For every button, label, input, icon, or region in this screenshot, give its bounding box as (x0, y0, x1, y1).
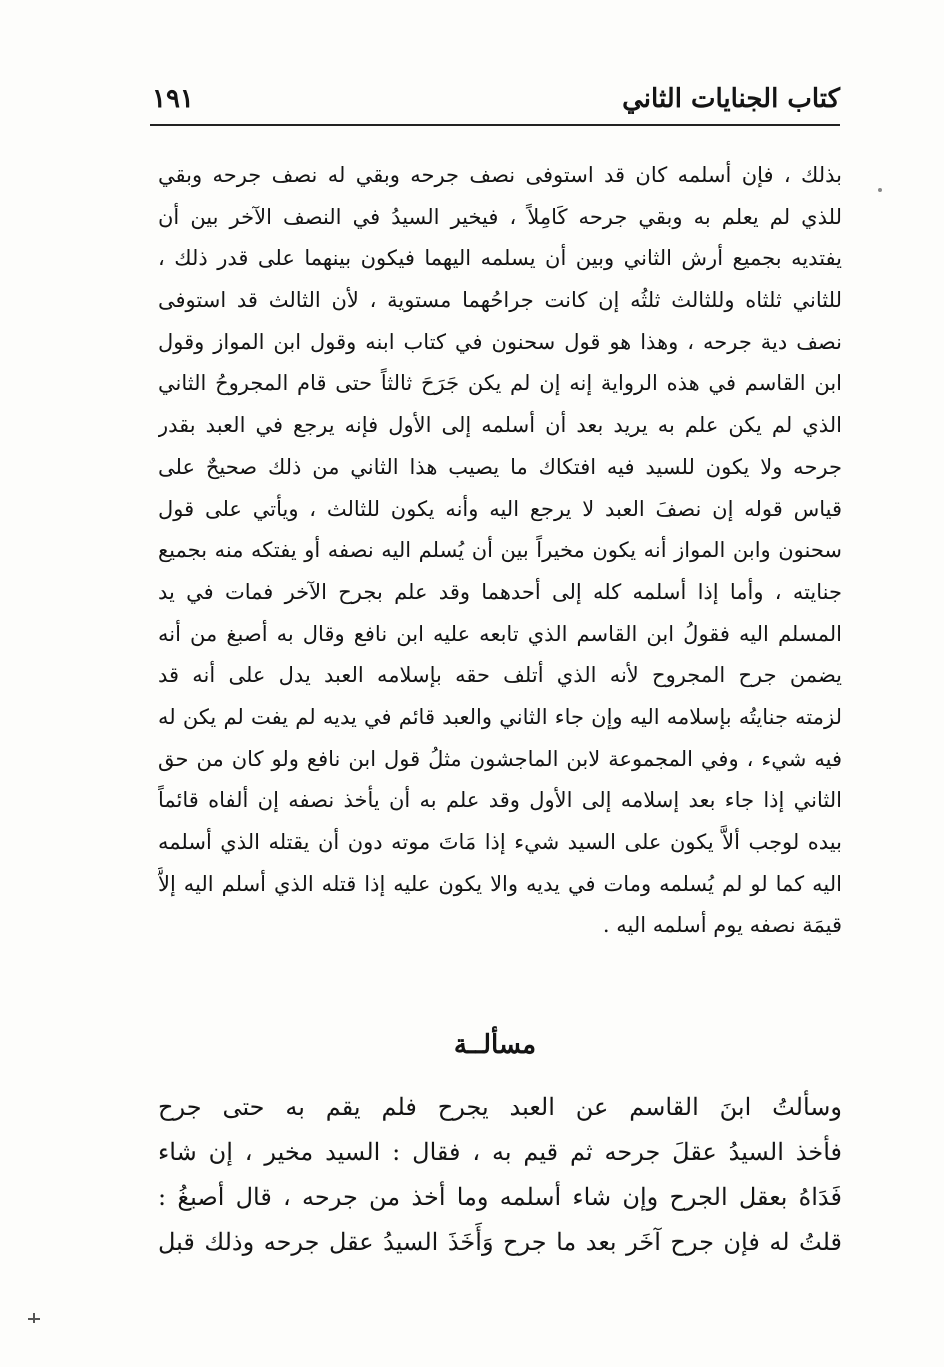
text-line: لزمته جنايتُه بإسلامه اليه وإن جاء الثاني والعبد قائم في يديه لم يفت لم يكن له (158, 704, 842, 729)
text-line: اليه كما لو لم يُسلمه ومات في يديه والا يكون عليه إذا قتله الذي أسلم اليه إلاَّ (158, 871, 842, 896)
main-paragraph (158, 155, 842, 947)
text-line: وسألتُ ابنَ القاسم عن العبد يجرح فلم يقم به حتى جرح (158, 1093, 842, 1121)
text-line: جرحه ولا يكون للسيد فيه افتكاك ما يصيب هذا الثاني من ذلك صحيحٌ على (158, 454, 842, 479)
text-line: المسلم اليه فقولُ ابن القاسم الذي تابعه عليه ابن نافع وقال به أصبغ من أنه (158, 621, 842, 646)
page-number: ١٩١ (152, 84, 194, 114)
section-heading: مسألــة (453, 1030, 537, 1060)
scan-mark (33, 1313, 35, 1323)
running-header (150, 80, 840, 122)
text-line: سحنون وابن المواز أنه يكون مخيراً بين أن يُسلم اليه نصفه أو يفتكه منه بجميع (158, 538, 842, 563)
text-line: يضمن جرح المجروح لأنه الذي أتلف حقه بإسلامه العبد يدل على أنه قد (158, 663, 842, 688)
text-line: فَدَاهُ بعقل الجرح وإن شاء أسلمه وما أخذ من جرحه ، قال أصبغُ : (158, 1183, 842, 1211)
text-line: للثاني ثلثاه وللثالث ثلثُه إن كانت جراحُهما مستوية ، لأن الثالث قد استوفى (158, 288, 842, 313)
second-paragraph (158, 1085, 842, 1265)
text-line: الثاني إذا جاء بعد إسلامه إلى الأول وقد علم به أن يأخذ نصفه إن ألفاه قائماً (158, 788, 842, 813)
chapter-title: كتاب الجنايات الثاني (622, 84, 840, 114)
text-line: ابن القاسم في هذه الرواية إنه إن لم يكن جَرَحَ ثالثاً حتى قام المجروحُ الثاني (158, 371, 842, 396)
text-line: فأخذ السيدُ عقلَ جرحه ثم قيم به ، فقال : السيد مخير ، إن شاء (158, 1138, 842, 1166)
text-line: يفتديه بجميع أرش الثاني وبين أن يسلمه اليهما فيكون بينهما على قدر ذلك ، (158, 246, 842, 271)
text-line: نصف دية جرحه ، وهذا هو قول سحنون في كتاب ابنه وقول ابن المواز وقول (158, 329, 842, 354)
text-line: فيه شيء ، وفي المجموعة لابن الماجشون مثلُ قول ابن نافع ولو كان من حق (158, 746, 842, 771)
text-line: بيده لوجب ألاَّ يكون على السيد شيء إذا مَاتَ موته دون أن يقتله الذي أسلمه (158, 830, 842, 854)
text-line: قياس قوله إن نصفَ العبد لا يرجع اليه وأنه يكون للثالث ، ويأتي على قول (158, 496, 842, 521)
scan-speck (878, 188, 882, 192)
text-line: جنايته ، وأما إذا أسلمه كله إلى أحدهما وقد علم بجرح الآخر فمات في يد (158, 579, 842, 604)
text-line: للذي لم يعلم به وبقي جرحه كَامِلاً ، فيخير السيدُ في النصف الآخر بين أن (158, 204, 842, 229)
text-line: قلتُ له فإن جرح آخَر بعد ما جرح وَأَخَذَ السيدُ عقل جرحه وذلك قبل (158, 1228, 842, 1256)
text-line: الذي لم يكن علم به يريد بعد أن أسلمه إلى الأول فإنه يرجع في العبد بقدر (158, 413, 842, 438)
text-line: بذلك ، فإن أسلمه كان قد استوفى نصف جرحه وبقي له نصف جرحه وبقي (158, 163, 842, 187)
header-divider (150, 124, 840, 126)
text-line: قيمَة نصفه يوم أسلمه اليه . (602, 913, 842, 938)
